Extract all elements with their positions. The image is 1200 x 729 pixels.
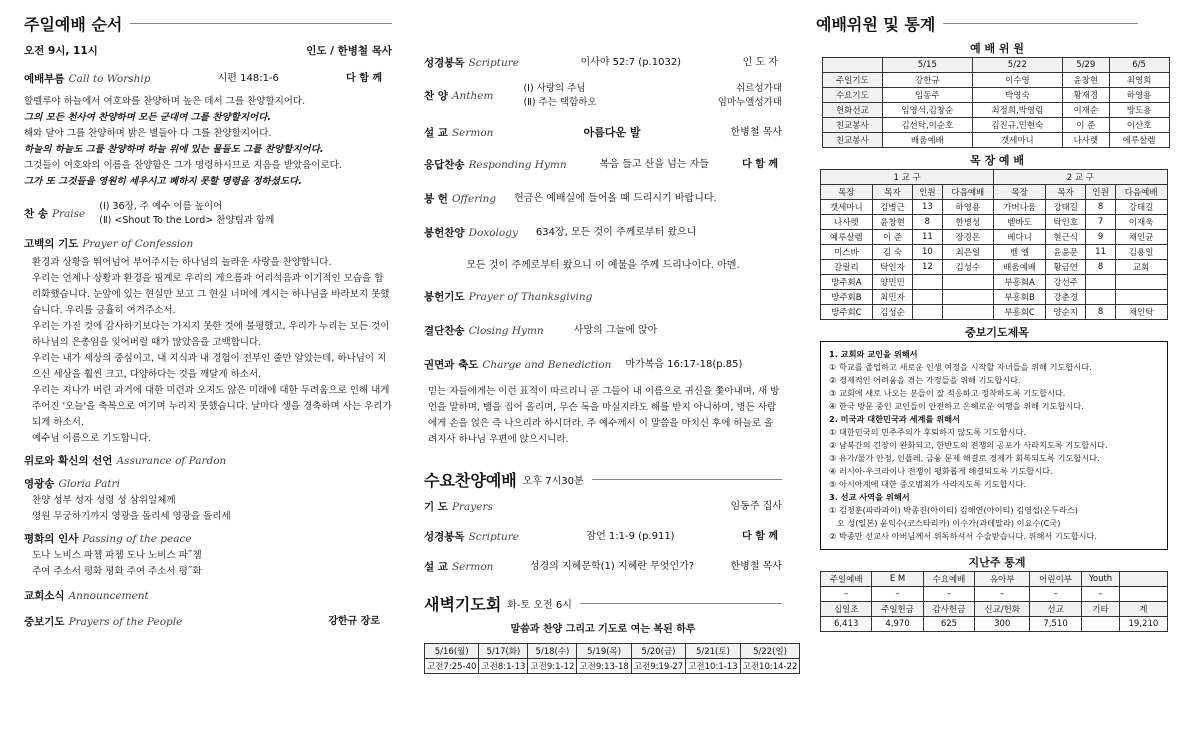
gloria-label: 영광송 Gloria Patri xyxy=(24,478,120,490)
duty-cell: 김선탁,이순호 xyxy=(882,118,972,133)
service-leader: 인도 / 한병철 목사 xyxy=(306,45,392,57)
table-row xyxy=(823,88,1170,103)
cell-group-2: 2 교 구 xyxy=(994,170,1167,185)
duty-cell: 하영용 xyxy=(1109,88,1169,103)
cell-value xyxy=(913,290,942,305)
cell-value: 방주회A xyxy=(821,275,873,290)
table-row xyxy=(821,230,1168,245)
table-row xyxy=(821,260,1168,275)
response-who: 다 함 께 xyxy=(742,159,778,170)
cell-value: 갯세마니 xyxy=(821,200,873,215)
dawn-day: 5/19(목) xyxy=(577,644,631,659)
duty-cell: 이재순 xyxy=(1062,103,1109,118)
prayer-item: 1. 교회와 교인을 위해서 xyxy=(829,349,918,359)
call-ref: 시편 148:1-6 xyxy=(217,73,279,84)
offering-label: 봉 헌 Offering xyxy=(424,193,497,205)
prayer-item: ② 경제적인 어려움을 겪는 가정들을 위해 기도합시다. xyxy=(829,375,1021,385)
stats-cell: 십일조 xyxy=(821,602,872,617)
cell-value: 탁인자 xyxy=(872,260,913,275)
doxology-response: 모든 것이 주께로부터 왔으니 이 예물을 주께 드리나이다. 아멘. xyxy=(466,260,740,271)
cell-value xyxy=(1086,275,1115,290)
table-row xyxy=(823,133,1170,148)
duty-table xyxy=(822,57,1170,148)
gloria-line-1: 찬양 성부 성자 성령 성 삼위일체께 xyxy=(32,495,176,506)
cell-value: 강춘경 xyxy=(1045,290,1086,305)
stats-cell: 300 xyxy=(975,617,1030,632)
stats-cell: – xyxy=(1030,587,1081,602)
dawn-day: 5/18(수) xyxy=(528,644,577,659)
stats-cell: Youth xyxy=(1081,572,1120,587)
call-text xyxy=(24,94,392,190)
scripture-who: 인 도 자 xyxy=(742,57,778,68)
duty-cell: 임영석,김창순 xyxy=(882,103,972,118)
anthem-choir-2: 임마누엘성가대 xyxy=(717,97,782,108)
duty-cell: 배움예배 xyxy=(882,133,972,148)
gloria-line-2: 영원 무궁하기까지 영광을 돌리세 영광을 돌리세 xyxy=(32,511,231,522)
duty-date: 5/15 xyxy=(882,58,972,73)
dawn-time: 화-토 오전 6시 xyxy=(507,599,572,611)
confession-paragraph: 우리는 언제나 상황과 환경을 핑계로 우리의 게으름과 어리석음과 이기적인 모습을 합리화했습니다. 눈앞에 있는 현실만 보고 그 현실 너머에 계시는 하나님을 바라보지 못했습니다. 우리를 긍휼히 여겨주소서. xyxy=(32,273,390,316)
doxology-text: 634장, 모든 것이 주께로부터 왔으니 xyxy=(535,227,697,238)
table-row xyxy=(821,275,1168,290)
peace-line-2: 주여 주소서 평화 평화 주여 주소서 평˜화 xyxy=(32,566,202,577)
stats-cell: – xyxy=(821,587,872,602)
committee-stats-column xyxy=(816,0,1178,729)
divider xyxy=(130,23,392,24)
benediction-text: 믿는 자들에게는 이런 표적이 따르리니 곧 그들이 내 이름으로 귀신을 쫓아내며, 새 방언을 말하며, 뱀을 집어 올리며, 무슨 독을 마실지라도 해를 받지 아니하며, 병든 사람에게 손을 얹은 즉 나으리라 하시더라. 주 예수께서 이 말씀을 마치신 후에 하늘로 올려지사 하나님 우편에 앉으시니라. xyxy=(428,386,780,445)
intercession-label: 중보기도 Prayers of the People xyxy=(24,616,183,628)
cell-value: 8 xyxy=(1086,200,1115,215)
confession-paragraph: 예수님 이름으로 기도합니다. xyxy=(32,433,152,444)
cell-value: 이 준 xyxy=(872,230,913,245)
praise-line-2: (Ⅱ) <Shout To the Lord> 찬양팀과 함께 xyxy=(99,215,275,226)
wed-sermon-title: 성경의 지혜문학(1) 지혜란 무엇인가? xyxy=(529,561,695,572)
cell-value: 이재욱 xyxy=(1115,215,1167,230)
call-line: 그것들이 여호와의 이름을 찬양함은 그가 명령하시므로 지음을 받았음이로다. xyxy=(24,160,342,171)
dawn-schedule-table xyxy=(424,643,800,674)
cell-value: 채인균 xyxy=(1115,230,1167,245)
cell-value: 11 xyxy=(913,230,942,245)
stats-cell: 유아부 xyxy=(975,572,1030,587)
prayer-item: ② 남북간의 긴장이 완화되고, 한반도의 전쟁의 공포가 사라지도록 기도합시다. xyxy=(829,440,1108,450)
wed-prayer-label: 기 도 Prayers xyxy=(424,501,493,513)
duty-cell: 임동주 xyxy=(882,88,972,103)
thanksgiving-label: 봉헌기도 Prayer of Thanksgiving xyxy=(424,291,593,303)
call-line: 해와 달아 그를 찬양하며 밝은 별들아 다 그를 찬양할지어다. xyxy=(24,128,272,139)
anthem-line-1: (Ⅰ) 사랑의 주님 xyxy=(523,83,586,94)
stats-cell: 주일예배 xyxy=(821,572,872,587)
wednesday-time: 오후 7시30분 xyxy=(522,475,584,487)
prayer-item: ① 김정훈(파라과이) 박종진(아이티) 김해연(아이티) 김영섭(온두라스) xyxy=(829,505,1078,515)
cell-value: 갈릴리 xyxy=(821,260,873,275)
offering-text: 헌금은 예배실에 들어올 때 드리시기 바랍니다. xyxy=(514,193,717,204)
cell-value: 벧바도 xyxy=(994,215,1046,230)
stats-cell: – xyxy=(975,587,1030,602)
prayer-item: ① 대한민국의 민주주의가 후퇴하지 않도록 기도합시다. xyxy=(829,427,1026,437)
stats-cell: 기타 xyxy=(1081,602,1120,617)
stats-cell: 어린이부 xyxy=(1030,572,1081,587)
prayer-item: ① 학교를 졸업하고 새로운 인생 여정을 시작할 자녀들을 위해 기도합시다. xyxy=(829,362,1092,372)
duty-role: 주일기도 xyxy=(823,73,883,88)
duty-cell: 강한규 xyxy=(882,73,972,88)
sermon-preacher: 한병철 목사 xyxy=(730,127,782,138)
assurance-label: 위로와 확신의 선언 Assurance of Pardon xyxy=(24,455,227,467)
dawn-ref: 고전9:1-12 xyxy=(528,659,577,674)
table-row xyxy=(823,118,1170,133)
dawn-day: 5/16(월) xyxy=(425,644,479,659)
confession-paragraph: 환경과 상황을 뛰어넘어 부어주시는 하나님의 놀라운 사랑을 찬양합니다. xyxy=(32,257,332,268)
stats-cell: – xyxy=(1081,587,1120,602)
duty-cell: 이산호 xyxy=(1109,118,1169,133)
cell-head: 목장 xyxy=(821,185,873,200)
cell-value: 8 xyxy=(1086,260,1115,275)
sermon-title: 아름다운 발 xyxy=(583,126,641,139)
cell-value: 12 xyxy=(913,260,942,275)
call-who: 다 함 께 xyxy=(346,73,382,84)
cell-value: 강선주 xyxy=(1045,275,1086,290)
confession-text xyxy=(24,255,392,447)
duty-role: 수요기도 xyxy=(823,88,883,103)
cell-value: 최민자 xyxy=(872,290,913,305)
prayer-item: ④ 한국 방문 중인 교인들이 안전하고 은혜로운 여행을 위해 기도합시다. xyxy=(829,401,1084,411)
stats-cell xyxy=(1120,587,1167,602)
cell-value: 김성순 xyxy=(872,305,913,320)
stats-table xyxy=(820,571,1168,632)
prayer-item: ③ 교회에 새로 나오는 분들이 잘 적응하고 정착하도록 기도합시다. xyxy=(829,388,1066,398)
cell-value: 장경돈 xyxy=(942,230,994,245)
table-row xyxy=(821,305,1168,320)
benediction-label: 권면과 축도 Charge and Benediction xyxy=(424,359,612,371)
duty-role: 친교봉사 xyxy=(823,133,883,148)
cell-value: 강태길 xyxy=(1115,200,1167,215)
cell-head: 인원 xyxy=(913,185,942,200)
duty-cell: 이 준 xyxy=(1062,118,1109,133)
intercession-who: 강한규 장로 xyxy=(328,616,380,627)
stats-cell: 19,210 xyxy=(1120,617,1167,632)
cell-value: 8 xyxy=(1086,305,1115,320)
wed-prayer-who: 임동주 집사 xyxy=(730,501,782,512)
dawn-ref: 고전9:13-18 xyxy=(577,659,631,674)
stats-cell: 선교 xyxy=(1030,602,1081,617)
doxology-label: 봉헌찬양 Doxology xyxy=(424,227,518,239)
dawn-day: 5/22(일) xyxy=(740,644,800,659)
cell-value: 김병근 xyxy=(872,200,913,215)
cell-table xyxy=(820,169,1168,320)
scripture-label: 성경봉독 Scripture xyxy=(424,57,519,69)
dawn-subtitle: 말씀과 찬양 그리고 기도로 여는 복된 하루 xyxy=(510,624,696,635)
cell-value: 김 숙 xyxy=(872,245,913,260)
duty-date: 6/5 xyxy=(1109,58,1169,73)
confession-paragraph: 우리는 가진 것에 감사하기보다는 가지지 못한 것에 불평했고, 우리가 누리는 모든 것이 하나님의 은총임을 잊어버릴 때가 많았음을 고백합니다. xyxy=(32,321,390,348)
cell-value: 강태길 xyxy=(1045,200,1086,215)
cell-head: 목자 xyxy=(872,185,913,200)
duty-cell: 김진규,민현숙 xyxy=(972,118,1062,133)
cell-value: 김성수 xyxy=(942,260,994,275)
cell-value: 가버나움 xyxy=(994,200,1046,215)
cell-value: 채인탁 xyxy=(1115,305,1167,320)
wed-scripture-ref: 잠언 1:1-9 (p.911) xyxy=(586,531,675,542)
cell-value xyxy=(942,275,994,290)
confession-label: 고백의 기도 Prayer of Confession xyxy=(24,238,194,250)
stats-title: 지난주 통계 xyxy=(968,556,1026,569)
prayer-item: 2. 미국과 대한민국과 세계를 위해서 xyxy=(829,414,960,424)
prayer-item: 오 성(일본) 윤익수(코스타리카) 이수가(과테말라) 이요수(C국) xyxy=(829,518,1061,528)
worship-order-column-2 xyxy=(424,0,798,729)
cell-value: 하영용 xyxy=(942,200,994,215)
duty-cell: 최정희,박영림 xyxy=(972,103,1062,118)
stats-cell xyxy=(1120,572,1167,587)
dawn-section-title: 새벽기도회 화-토 오전 6시 xyxy=(424,590,782,616)
stats-cell: 7,510 xyxy=(1030,617,1081,632)
anthem-line-2: (Ⅱ) 주는 택함하오 xyxy=(523,97,597,108)
dawn-day: 5/20(금) xyxy=(631,644,685,659)
cell-value: 김용일 xyxy=(1115,245,1167,260)
wed-sermon-label: 설 교 Sermon xyxy=(424,561,494,573)
duty-date: 5/22 xyxy=(972,58,1062,73)
cell-value: 8 xyxy=(913,215,942,230)
sermon-label: 설 교 Sermon xyxy=(424,127,494,139)
duty-role: 친교봉사 xyxy=(823,118,883,133)
benediction-ref: 마가복음 16:17-18(p.85) xyxy=(625,359,743,370)
confession-paragraph: 우리는 지나가 버린 과거에 대한 미련과 오지도 않은 미래에 대한 두려움으로 인해 내게 주어진 '오늘'을 축복으로 여기며 누리지 못했습니다. 날마다 생을 경축하며 사는 우리가 되게 하소서. xyxy=(32,385,392,428)
cell-value: 한병성 xyxy=(942,215,994,230)
duty-date: 5/29 xyxy=(1062,58,1109,73)
cell-head: 인원 xyxy=(1086,185,1115,200)
closing-hymn-title: 사망의 그늘에 앉아 xyxy=(573,325,658,336)
duty-role: 헌화선교 xyxy=(823,103,883,118)
table-row xyxy=(821,245,1168,260)
table-row xyxy=(823,103,1170,118)
stats-cell: 4,970 xyxy=(872,617,923,632)
cell-value: 벧 엘 xyxy=(994,245,1046,260)
praise-label: 찬 송 Praise xyxy=(24,208,86,220)
table-row xyxy=(821,215,1168,230)
cell-value xyxy=(913,275,942,290)
section-title-2: 예배위원 및 통계 xyxy=(816,10,1178,36)
stats-cell xyxy=(1081,617,1120,632)
call-line: 할렐루야 하늘에서 여호와를 찬양하며 높은 데서 그를 찬양할지어다. xyxy=(24,96,306,107)
stats-cell: – xyxy=(923,587,974,602)
cell-value: 13 xyxy=(913,200,942,215)
duty-cell: 최영희 xyxy=(1109,73,1169,88)
cell-value: 탁인호 xyxy=(1045,215,1086,230)
cell-value: 9 xyxy=(1086,230,1115,245)
anthem-label: 찬 양 Anthem xyxy=(424,90,494,102)
peace-label: 평화의 인사 Passing of the peace xyxy=(24,533,192,545)
call-line: 그가 또 그것들을 영원히 세우시고 폐하지 못할 명령을 정하셨도다. xyxy=(24,176,302,187)
wed-sermon-preacher: 한병철 목사 xyxy=(730,561,782,572)
prayer-list xyxy=(820,341,1168,550)
prayer-item: 3. 선교 사역을 위해서 xyxy=(829,492,910,502)
cell-value: 10 xyxy=(913,245,942,260)
cell-value: 7 xyxy=(1086,215,1115,230)
dawn-ref: 고전9:19-27 xyxy=(631,659,685,674)
cell-head: 목장 xyxy=(994,185,1046,200)
confession-paragraph: 우리는 내가 세상의 중심이고, 내 지식과 내 경험이 전부인 줄만 알았는데, 하나님이 지으신 세상을 훨씬 크고, 다양하다는 것을 깨달게 하소서. xyxy=(32,353,387,380)
cell-value xyxy=(942,305,994,320)
cell-group-1: 1 교 구 xyxy=(821,170,994,185)
cell-head: 다음예배 xyxy=(942,185,994,200)
response-label: 응답찬송 Responding Hymn xyxy=(424,159,567,171)
service-time: 오전 9시, 11시 xyxy=(24,45,98,57)
cell-head: 다음예배 xyxy=(1115,185,1167,200)
prayer-item: ④ 러시아-우크라이나 전쟁이 평화롭게 해결되도록 기도합시다. xyxy=(829,466,1053,476)
cell-value: 최은일 xyxy=(942,245,994,260)
cell-value xyxy=(942,290,994,305)
prayer-title: 중보기도제목 xyxy=(965,326,1029,339)
duty-table-title: 예 배 위 원 xyxy=(970,42,1024,55)
dawn-day: 5/21(토) xyxy=(686,644,740,659)
cell-value: 부흥회C xyxy=(994,305,1046,320)
response-title: 복음 들고 산을 넘는 자들 xyxy=(599,159,709,170)
cell-value: 11 xyxy=(1086,245,1115,260)
stats-cell: 6,413 xyxy=(821,617,872,632)
prayer-item: ② 박종만 선교사 아버님께서 위독하셔서 수술받습니다. 위해서 기도합시다. xyxy=(829,531,1098,541)
praise-line-1: (Ⅰ) 36장, 주 예수 이름 높이어 xyxy=(99,201,223,212)
prayer-item: ③ 유가/물가 안정, 인플레, 금융 문제 해결로 경제가 회복되도록 기도합시다. xyxy=(829,453,1100,463)
duty-cell: 윤창현 xyxy=(1062,73,1109,88)
stats-cell: E M xyxy=(872,572,923,587)
cell-value xyxy=(1115,275,1167,290)
cell-value: 현근식 xyxy=(1045,230,1086,245)
duty-cell: 나사렛 xyxy=(1062,133,1109,148)
call-line: 그의 모든 천사여 찬양하며 모든 군대여 그를 찬양할지어다. xyxy=(24,112,272,123)
cell-value: 교회 xyxy=(1115,260,1167,275)
announcement-label: 교회소식 Announcement xyxy=(24,590,149,602)
closing-hymn-label: 결단찬송 Closing Hymn xyxy=(424,325,544,337)
duty-cell: 에루살렘 xyxy=(1109,133,1169,148)
cell-value: 예루살렘 xyxy=(821,230,873,245)
cell-value: 미스바 xyxy=(821,245,873,260)
call-label: 예배부름 Call to Worship xyxy=(24,73,151,85)
duty-cell: 이수영 xyxy=(972,73,1062,88)
prayer-item: ⑤ 아시아계에 대한 증오범죄가 사라지도록 기도합시다. xyxy=(829,479,1026,489)
dawn-ref: 고전10:14-22 xyxy=(740,659,800,674)
cell-value: 윤윤문 xyxy=(1045,245,1086,260)
stats-cell: 625 xyxy=(923,617,974,632)
duty-cell: 황재경 xyxy=(1062,88,1109,103)
section-title xyxy=(24,10,392,36)
dawn-ref: 고전7:25-40 xyxy=(425,659,479,674)
duty-cell: 갯세마니 xyxy=(972,133,1062,148)
stats-cell: 주일헌금 xyxy=(872,602,923,617)
cell-value: 방주회C xyxy=(821,305,873,320)
table-row xyxy=(821,290,1168,305)
cell-value: 부흥회A xyxy=(994,275,1046,290)
cell-value xyxy=(913,305,942,320)
anthem-choir-1: 쉬르섬가대 xyxy=(736,83,782,94)
dawn-day: 5/17(화) xyxy=(479,644,528,659)
stats-cell: 수요예배 xyxy=(923,572,974,587)
peace-line-1: 도나 노비스 파쳄 파쳄 도나 노비스 파˜쳄 xyxy=(32,550,202,561)
table-row xyxy=(823,73,1170,88)
cell-value: 황금연 xyxy=(1045,260,1086,275)
cell-table-title: 목 장 예 배 xyxy=(970,154,1024,167)
cell-value: 나사렛 xyxy=(821,215,873,230)
wed-scripture-who: 다 함 께 xyxy=(742,531,778,542)
cell-head: 목자 xyxy=(1045,185,1086,200)
cell-value: 배움예배 xyxy=(994,260,1046,275)
table-row xyxy=(821,200,1168,215)
cell-value: 양민민 xyxy=(872,275,913,290)
cell-value xyxy=(1086,290,1115,305)
stats-cell: – xyxy=(872,587,923,602)
stats-cell: 계 xyxy=(1120,602,1167,617)
cell-value: 방주회B xyxy=(821,290,873,305)
cell-value: 윤창현 xyxy=(872,215,913,230)
call-line: 하늘의 하늘도 그를 찬양하며 하늘 위에 있는 물들도 그를 찬양할지어다. xyxy=(24,144,324,155)
stats-cell: 신교/헌화 xyxy=(975,602,1030,617)
stats-cell: 감사헌금 xyxy=(923,602,974,617)
cell-value: 부흥회B xyxy=(994,290,1046,305)
page-title: 주일예배 순서 xyxy=(24,14,123,34)
cell-value: 양순지 xyxy=(1045,305,1086,320)
wednesday-section-title: 수요찬양예배 오후 7시30분 xyxy=(424,466,782,492)
wed-scripture-label: 성경봉독 Scripture xyxy=(424,531,519,543)
cell-value: 베다니 xyxy=(994,230,1046,245)
worship-order-column xyxy=(24,0,392,729)
duty-cell: 방도용 xyxy=(1109,103,1169,118)
dawn-ref: 고전10:1-13 xyxy=(686,659,740,674)
cell-value xyxy=(1115,290,1167,305)
scripture-ref: 이사야 52:7 (p.1032) xyxy=(580,57,682,68)
dawn-ref: 고전8:1-13 xyxy=(479,659,528,674)
duty-cell: 박영숙 xyxy=(972,88,1062,103)
